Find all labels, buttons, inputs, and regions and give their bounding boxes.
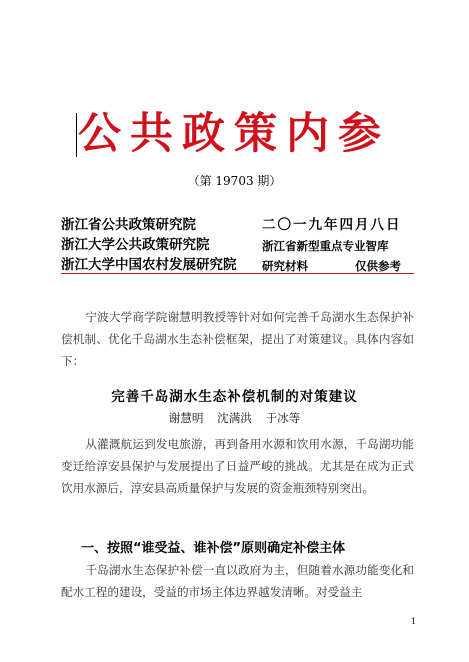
reference-note: 仅供参考 bbox=[355, 259, 401, 273]
article-title: 完善千岛湖水生态补偿机制的对策建议 bbox=[111, 389, 358, 405]
article-authors: 谢慧明 沈满洪 于冰等 bbox=[168, 411, 301, 425]
intro-paragraph: 宁波大学商学院谢慧明教授等针对如何完善千岛湖水生态保护补偿机制、优化千岛湖水生态补偿框架，提出了对策建议。具体内容如下： bbox=[61, 310, 414, 368]
body-paragraph-2: 千岛湖水生态保护补偿一直以政府为主，但随着水源功能变化和配水工程的建设，受益的市场主体边界越发清晰。对受益主 bbox=[61, 563, 414, 599]
issue-number: （第 19703 期） bbox=[187, 174, 282, 188]
section-heading-1: 一、按照“谁受益、谁补偿”原则确定补偿主体 bbox=[81, 541, 346, 556]
institute-3: 浙江大学中国农村发展研究院 bbox=[61, 257, 237, 273]
page-title: 公共政策内参 bbox=[78, 109, 390, 159]
header-divider bbox=[61, 273, 414, 274]
body-paragraph-1: 从灌溉航运到发电旅游，再到备用水源和饮用水源，千岛湖功能变迁给淳安县保护与发展提出了日益严峻的挑战。尤其是在成为正式饮用水源后，淳安县高质量保护与发展的资金瓶颈特别突出。 bbox=[61, 437, 414, 495]
text-cursor bbox=[76, 113, 77, 157]
institute-2: 浙江大学公共政策研究院 bbox=[61, 237, 210, 253]
think-tank-note: 浙江省新型重点专业智库 bbox=[262, 239, 389, 253]
institute-1: 浙江省公共政策研究院 bbox=[61, 217, 196, 233]
publish-date: 二〇一九年四月八日 bbox=[262, 217, 402, 233]
page-number: 1 bbox=[411, 617, 417, 626]
material-note: 研究材料 bbox=[262, 259, 308, 273]
